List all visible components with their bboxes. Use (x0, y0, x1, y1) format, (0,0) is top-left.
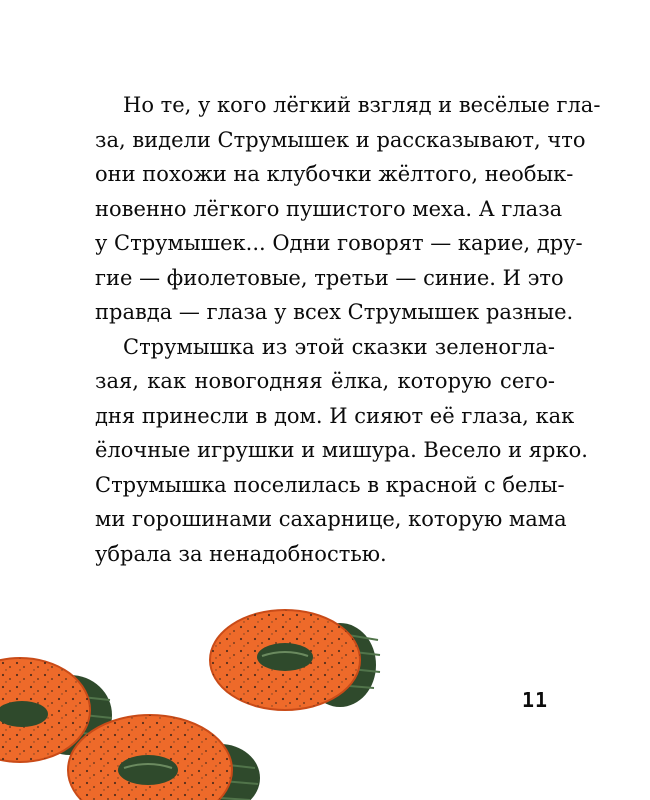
bagel-top (210, 610, 380, 710)
text-line: они похожи на клубочки жёлтого, необык- (95, 162, 574, 186)
text-line: правда — глаза у всех Струмышек разные. (95, 300, 574, 324)
bagels-illustration (0, 600, 390, 800)
story-text (95, 88, 601, 571)
text-line: убрала за ненадобностью. (95, 541, 387, 566)
text-line: за, видели Струмышек и рассказывают, что (95, 127, 586, 152)
text-line: гие — фиолетовые, третьи — синие. И это (95, 265, 564, 290)
text-line: Но те, у кого лёгкий взгляд и весёлые гла- (123, 93, 601, 117)
paragraph-2 (95, 330, 588, 572)
paragraph-1 (95, 88, 601, 330)
bagel-bottom (68, 715, 260, 800)
text-line: ми горошинами сахарнице, которую мама (95, 507, 567, 531)
text-line: у Струмышек... Одни говорят — карие, дру- (95, 231, 583, 255)
text-line: зая, как новогодняя ёлка, которую сего- (95, 369, 555, 393)
page-number: 11 (522, 688, 549, 712)
text-line: Струмышка из этой сказки зеленогла- (123, 334, 555, 359)
text-line: дня принесли в дом. И сияют её глаза, как (95, 403, 575, 428)
text-line: Струмышка поселилась в красной с белы- (95, 472, 565, 497)
text-line: ёлочные игрушки и мишура. Весело и ярко. (95, 438, 588, 462)
text-line: новенно лёгкого пушистого меха. А глаза (95, 196, 563, 221)
